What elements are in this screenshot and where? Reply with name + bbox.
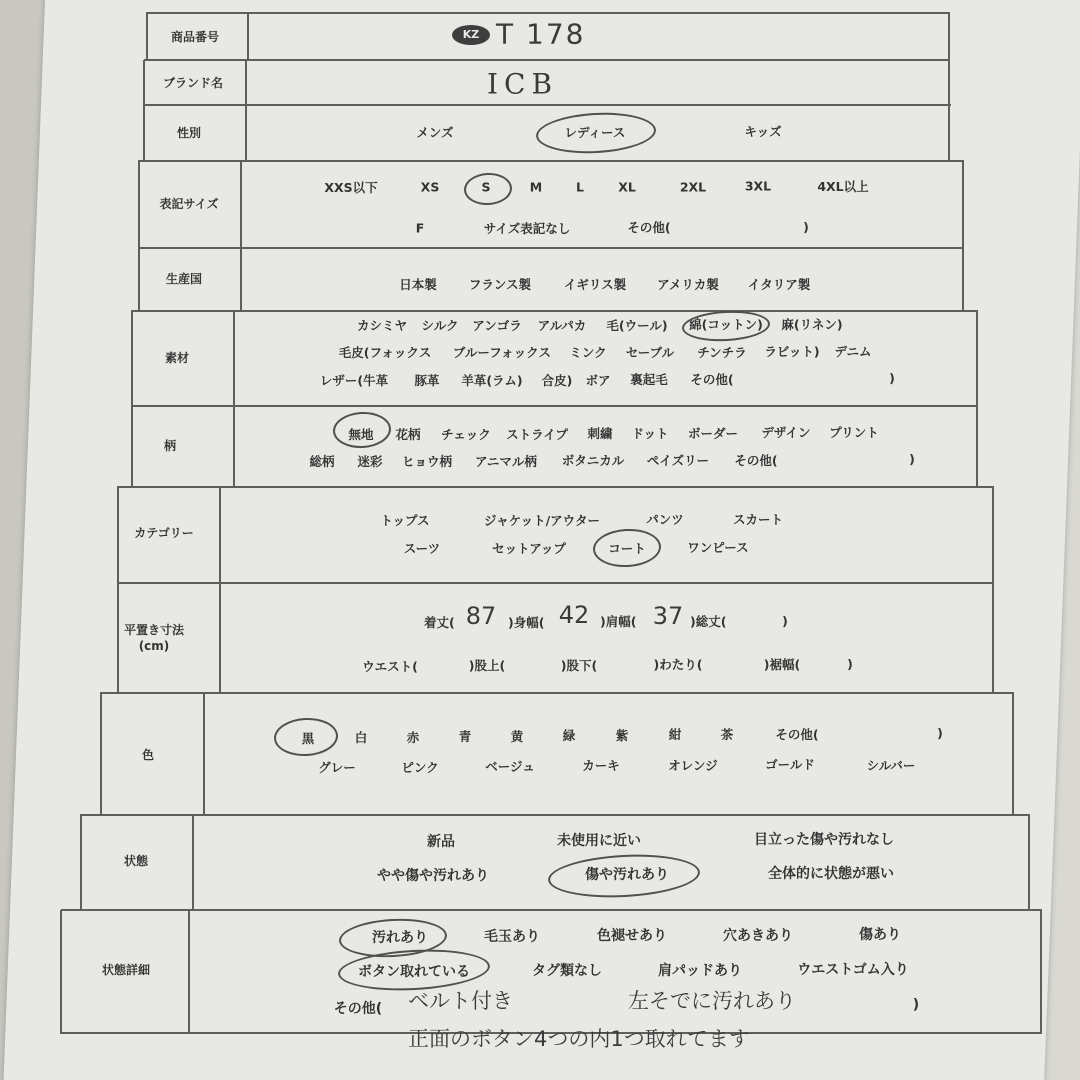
left-border [80,814,82,910]
color-option: 黄 [510,729,524,744]
color-option: 茶 [720,727,734,742]
row-divider [131,405,978,407]
measure-width-label: )身幅( [508,615,545,630]
material-option: ブルーフォックス [452,345,552,360]
size-option: 3XL [744,178,772,194]
color-option: その他( [775,727,819,742]
color-option: 黒 [301,731,315,746]
material-option: セーブル [625,345,675,360]
pattern-option: ペイズリー [646,453,710,468]
size-option: XXS以下 [324,180,378,195]
material-option: ボア [585,373,611,388]
category-option: トップス [380,513,430,528]
right-border [976,310,978,486]
color-option: 赤 [406,730,420,745]
measure-hem: )裾幅( [763,657,801,672]
color-option: グレー [318,760,356,775]
gender-option-kids: キッズ [744,124,782,139]
pattern-option: 花柄 [395,427,421,442]
color-option: オレンジ [668,758,718,773]
condition-option: やや傷や汚れあり [377,868,489,884]
detail-option: タグ類なし [532,963,602,979]
condition-label: 状態 [123,854,149,868]
measurements-unit: (cm) [138,639,170,653]
condition-option: 目立った傷や汚れなし [754,832,894,848]
left-border [60,910,62,1033]
size-option: M [529,179,543,195]
pattern-option: ボタニカル [561,453,625,468]
label-column-line [240,160,242,310]
detail-option: 色褪せあり [597,928,667,944]
row-divider [132,310,978,312]
category-option: コート [608,541,646,556]
pattern-option: ドット [631,426,669,441]
material-option: ミンク [569,345,607,360]
detail-other-label: その他( [333,1001,383,1017]
condition-option: 新品 [427,834,455,850]
measure-total-close: ) [782,613,788,629]
pattern-option: 無地 [348,427,374,442]
category-option: スーツ [403,541,441,556]
brand-label: ブランド名 [162,76,224,90]
material-option: その他( [690,372,734,387]
detail-option: 穴あきあり [723,928,793,944]
material-selected-circle [681,309,770,344]
material-option: 毛(ウール) [606,318,668,333]
row-divider [61,909,1042,911]
country-label: 生産国 [165,272,203,286]
pattern-option: デザイン [761,425,811,440]
color-option: ゴールド [765,757,815,772]
size-label: 表記サイズ [159,197,219,211]
measure-width-value: 42 [558,601,590,629]
size-option-f: F [415,220,425,236]
category-option: セットアップ [492,541,566,556]
category-option: ジャケット/アウター [483,513,601,528]
size-option: XL [618,179,636,195]
pattern-option: チェック [441,427,491,442]
color-option: シルバー [866,758,916,773]
measure-close: ) [847,656,853,672]
material-option: 毛皮(フォックス [338,345,432,360]
size-option: S [481,179,491,195]
row-divider [143,104,951,106]
color-option: ベージュ [485,759,535,774]
label-column-line [247,12,249,60]
detail-note-button: 正面のボタン4つの内1つ取れてます [408,1027,750,1051]
detail-option: ボタン取れている [358,964,470,980]
material-option: アンゴラ [472,318,522,333]
pattern-selected-circle [332,411,392,450]
condition-option: 傷や汚れあり [585,867,669,883]
label-column-line [203,692,205,814]
country-option: 日本製 [399,277,437,292]
measure-total-label: )総丈( [690,614,727,629]
material-option: 綿(コットン) [689,317,763,332]
country-option: イギリス製 [563,277,627,292]
material-option: カシミヤ [356,318,408,333]
right-border [1040,910,1042,1033]
gender-label: 性別 [176,126,202,140]
left-border [146,12,148,60]
size-option: XS [420,179,440,195]
size-option: 2XL [679,179,707,195]
color-option: 緑 [562,728,576,743]
material-option: 裏起毛 [630,372,668,387]
measure-inseam: )股下( [560,658,598,673]
detail-option: 肩パッドあり [658,963,742,979]
right-border [1012,692,1014,814]
right-border [962,160,964,310]
color-option: カーキ [582,758,620,773]
left-border [143,60,145,160]
row-divider [81,814,1030,816]
measure-length-label: 着丈( [424,615,455,630]
material-option: デニム [834,344,872,359]
condition-selected-circle [547,851,701,901]
row-divider [118,486,994,488]
color-option: 紺 [668,727,682,742]
country-option: アメリカ製 [657,277,719,292]
pattern-option: ストライプ [506,427,568,442]
pattern-option: その他( [734,453,778,468]
measure-thigh: )わたり( [653,657,703,672]
color-selected-circle [273,716,339,757]
pattern-option: アニマル柄 [475,454,537,469]
detail-option: 汚れあり [372,930,428,946]
left-border [117,486,119,692]
color-option: ) [937,725,943,741]
kz-stamp: KZ [452,25,490,45]
size-option: 4XL以上 [817,179,869,194]
measure-rise: )股上( [468,658,506,673]
gender-option-ladies: レディース [564,125,626,140]
gender-selected-circle [535,110,657,156]
label-column-line [219,486,221,692]
row-divider [139,160,964,162]
measure-shoulder-value: 37 [652,602,684,630]
category-option: パンツ [646,512,684,527]
row-divider [138,247,964,249]
category-label: カテゴリー [134,526,194,540]
material-option: 合皮) [541,373,573,388]
pattern-option: ) [909,451,915,467]
detail-other-close: ) [912,997,920,1013]
label-column-line [192,814,194,910]
size-selected-circle [463,172,513,206]
material-option: アルパカ [537,318,587,333]
row-divider [101,692,1014,694]
label-column-line [188,910,190,1033]
size-option: L [576,179,584,195]
detail-option: 毛玉あり [484,929,540,945]
detail-note-sleeve: 左そでに汚れあり [628,989,796,1013]
left-border [138,160,140,310]
condition-option: 未使用に近い [557,833,641,849]
category-selected-circle [592,527,662,569]
row-divider [144,59,950,61]
color-option: 白 [354,730,368,745]
measure-waist: ウエスト( [362,659,418,674]
gender-option-mens: メンズ [416,125,454,140]
detail-option: ウエストゴム入り [797,962,909,978]
material-option: チンチラ [697,345,747,360]
color-label: 色 [141,748,155,762]
material-option: ラビット) [764,344,820,359]
detail-note-belt: ベルト付き [408,989,513,1013]
label-column-line [233,310,235,486]
measure-shoulder-label: )肩幅( [600,614,637,629]
product-number-label: 商品番号 [170,30,220,44]
size-option-other-close: ) [803,219,809,235]
pattern-option: ヒョウ柄 [401,454,453,469]
row-divider [146,12,950,14]
pattern-option: 刺繍 [587,426,613,441]
right-border [992,486,994,692]
right-border [948,12,950,162]
measure-length-value: 87 [465,602,497,630]
measurements-label-text: 平置き寸法 [123,623,185,637]
material-option: 羊革(ラム) [461,373,523,388]
row-divider [117,582,994,584]
size-option-none: サイズ表記なし [483,221,571,236]
left-border [131,310,133,486]
condition-detail-label: 状態詳細 [101,963,151,977]
left-border [100,692,102,814]
color-option: 紫 [615,728,629,743]
material-option: 麻(リネン) [781,317,843,332]
brand-value: ICB [487,67,559,101]
size-option-other: その他( [627,220,671,235]
material-option: レザー(牛革 [319,373,389,388]
category-option: スカート [732,512,784,527]
pattern-option: プリント [829,425,879,440]
pattern-option: 迷彩 [357,454,383,469]
detail-option: 傷あり [859,927,901,943]
color-option: 青 [458,729,472,744]
right-border [1028,814,1030,910]
country-option: イタリア製 [747,277,811,292]
label-column-line [245,60,247,160]
material-option: シルク [421,318,459,333]
material-option: 豚革 [414,373,440,388]
pattern-option: ボーダー [687,426,739,441]
pattern-label: 柄 [163,439,177,453]
category-option: ワンピース [687,540,749,555]
pattern-option: 総柄 [309,454,335,469]
measurements-label [124,622,184,654]
country-option: フランス製 [468,277,532,292]
condition-option: 全体的に状態が悪い [768,866,894,882]
color-option: ピンク [401,760,439,775]
material-option: ) [889,370,895,386]
material-label: 素材 [164,351,190,365]
product-number-value: T 178 [496,17,586,51]
